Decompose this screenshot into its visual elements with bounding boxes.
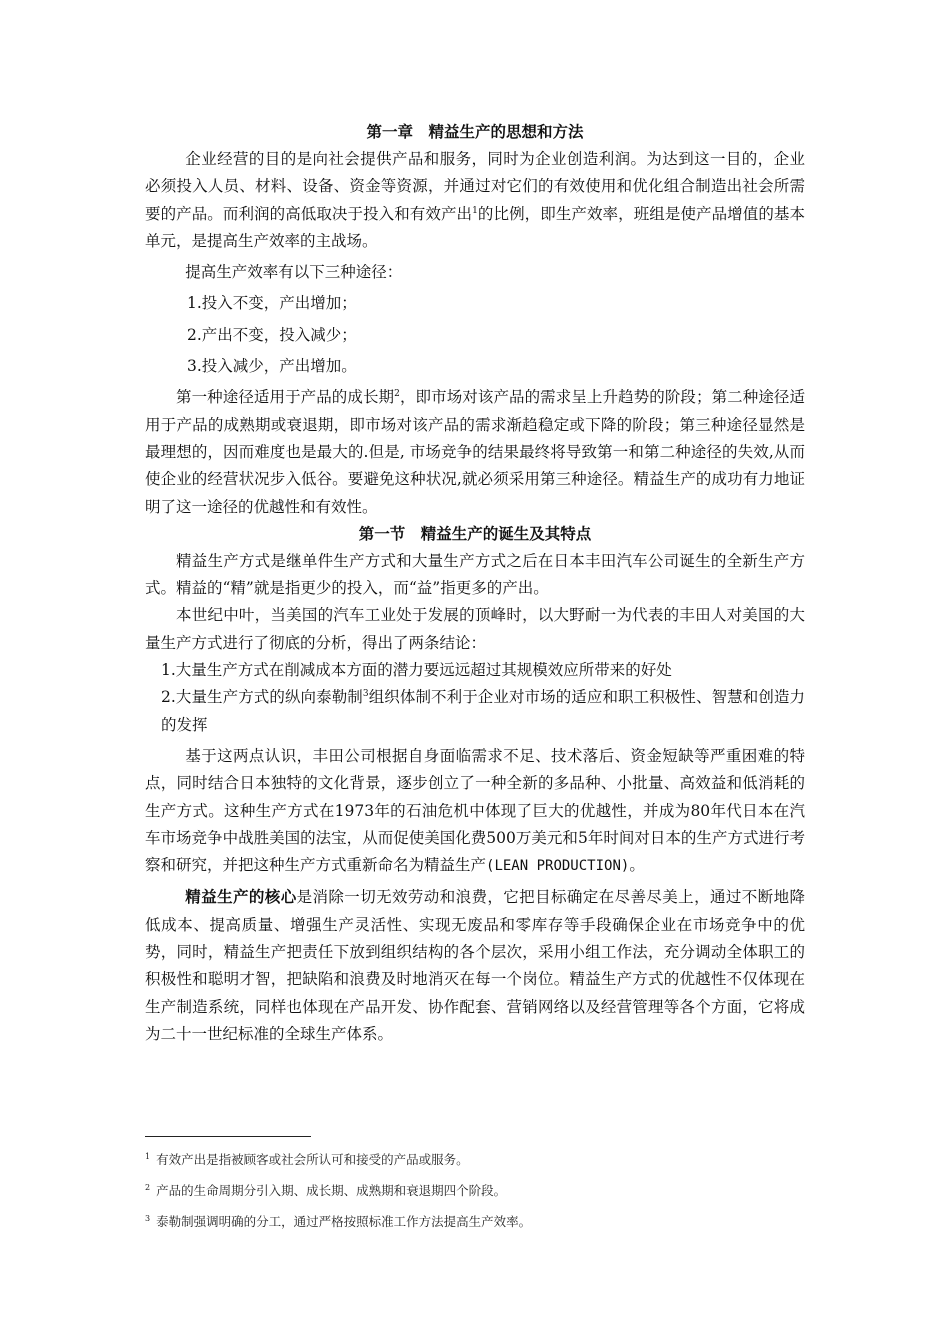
footnote-3-text: 泰勒制强调明确的分工，通过严格按照标准工作方法提高生产效率。 [156, 1214, 532, 1229]
footnote-3 [145, 1214, 805, 1229]
conclusion-item-1: 1.大量生产方式在削减成本方面的潜力要远远超过其规模效应所带来的好处 [161, 661, 672, 680]
lean-core-heading: 精益生产的核心 [185, 888, 297, 907]
intro-paragraph-2: 提高生产效率有以下三种途径： [185, 263, 403, 282]
footnote-ref-3[interactable]: 3 [362, 689, 369, 700]
section-p3-end: 。 [629, 856, 645, 875]
way-item-1: 1.投入不变，产出增加； [187, 294, 357, 313]
footnote-separator [145, 1136, 311, 1137]
footnote-2 [145, 1183, 805, 1198]
way-item-2: 2.产出不变，投入减少； [187, 325, 357, 344]
section-title: 第一节 精益生产的诞生及其特点 [358, 524, 592, 543]
footnote-1 [145, 1152, 805, 1167]
intro-paragraph-1 [145, 146, 805, 255]
conclusion-2-text-b: 组织体制不利于企业对市场的适应和职工积极性、智慧和创造力的发挥 [161, 688, 805, 734]
intro-p1-text-a: 企业经营的目的是向社会提供产品和服务，同时为企业创造利润。为达到这一目的，企业必须投入人员、材料、设备、资金等资源，并通过对它们的有效使用和优化组合制造出社会所需要的产品。而利润的高低取决于投入和有效产出 [145, 150, 805, 223]
lean-production-term: (LEAN PRODUCTION) [486, 858, 630, 875]
footnote-3-number: 3 [145, 1213, 151, 1223]
section-paragraph-3 [145, 743, 805, 880]
section-p3-text: 基于这两点认识，丰田公司根据自身面临需求不足、技术落后、资金短缺等严重困难的特点，同时结合日本独特的文化背景，逐步创立了一种全新的多品种、小批量、高效益和低消耗的生产方式。这种生产方式在1973年的石油危机中体现了巨大的优越性，并成为80年代日本在汽车市场竞争中战胜美国的法宝，从而促使美国化费500万美元和5年时间对日本的生产方式进行考察和研究，并把这种生产方式重新命名为精益生产 [145, 746, 805, 875]
footnote-1-text: 有效产出是指被顾客或社会所认可和接受的产品或服务。 [156, 1152, 469, 1167]
intro-p1-text-b: 的比例，即生产效率，班组是使产品增值的基本单元，是提高生产效率的主战场。 [145, 204, 805, 250]
footnote-ref-2[interactable]: 2 [394, 389, 400, 400]
conclusion-2-text-a: 2.大量生产方式的纵向泰勒制 [161, 688, 363, 707]
footnote-2-number: 2 [145, 1182, 151, 1192]
intro-paragraph-3 [145, 384, 805, 520]
footnote-ref-1[interactable]: 1 [472, 205, 478, 216]
conclusion-item-2 [145, 684, 805, 739]
footnotes [145, 1152, 805, 1245]
intro-p3-text-a: 第一种途径适用于产品的成长期 [176, 388, 395, 407]
way-item-3: 3.投入减少，产出增加。 [187, 357, 357, 376]
section-p4-text: 是消除一切无效劳动和浪费，它把目标确定在尽善尽美上，通过不断地降低成本、提高质量、增强生产灵活性、实现无废品和零库存等手段确保企业在市场竞争中的优势，同时，精益生产把责任下放到组织结构的各个层次，采用小组工作法，充分调动全体职工的积极性和聪明才智，把缺陷和浪费及时地消灭在每一个岗位。精益生产方式的优越性不仅体现在生产制造系统，同样也体现在产品开发、协作配套、营销网络以及经营管理等各个方面，它将成为二十一世纪标准的全球生产体系。 [145, 888, 805, 1043]
footnote-1-number: 1 [145, 1151, 151, 1161]
chapter-title: 第一章 精益生产的思想和方法 [366, 123, 584, 141]
section-paragraph-1: 精益生产方式是继单件生产方式和大量生产方式之后在日本丰田汽车公司诞生的全新生产方式。精益的“精”就是指更少的投入，而“益”指更多的产出。 [145, 551, 805, 598]
document-body [145, 118, 805, 1048]
footnote-2-text: 产品的生命周期分引入期、成长期、成熟期和衰退期四个阶段。 [156, 1183, 507, 1198]
intro-p3-text-b: ，即市场对该产品的需求呈上升趋势的阶段；第二种途径适用于产品的成熟期或衰退期，即市场对该产品的需求渐趋稳定或下降的阶段；第三种途径显然是最理想的，因而难度也是最大的.但是, 市场竞争的结果最终将导致第一和第二种途径的失效,从而使企业的经营状况步入低谷。要避免这种状况,就必须采用第三种途径。精益生产的成功有力地证明了这一途径的优越性和有效性。 [145, 388, 805, 516]
section-paragraph-4 [145, 884, 805, 1048]
section-paragraph-2: 本世纪中叶，当美国的汽车工业处于发展的顶峰时，以大野耐一为代表的丰田人对美国的大量生产方式进行了彻底的分析，得出了两条结论： [145, 606, 805, 652]
